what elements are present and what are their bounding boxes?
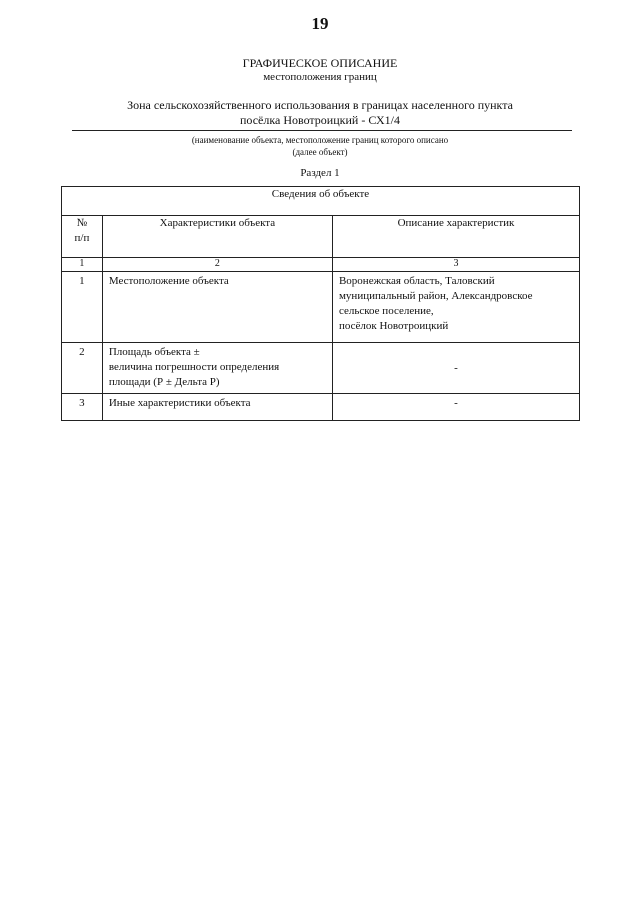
table-row	[62, 394, 580, 421]
caption-line-2: (далее объект)	[292, 147, 348, 157]
description-line: Воронежская область, Таловский	[338, 275, 495, 287]
row-number: 2	[79, 346, 85, 358]
row-description: -	[332, 343, 579, 394]
row-characteristic: Местоположение объекта	[108, 275, 229, 287]
description-line: сельское поселение,	[338, 305, 434, 317]
document-title: ГРАФИЧЕСКОЕ ОПИСАНИЕ	[242, 56, 398, 70]
row-description: -	[454, 397, 458, 409]
column-number-1: 1	[62, 258, 103, 272]
column-header-row	[62, 216, 580, 258]
row-number: 1	[79, 275, 85, 287]
object-caption	[60, 134, 580, 158]
caption-line-1: (наименование объекта, местоположение границ которого описано	[191, 135, 449, 145]
table-row	[62, 343, 580, 394]
characteristic-line: площади (Р ± Дельта Р)	[108, 376, 220, 388]
object-name-line-1: Зона сельскохозяйственного использования в границах населенного пункта	[127, 98, 513, 112]
column-header-characteristic: Характеристики объекта	[102, 216, 332, 258]
column-header-description: Описание характеристик	[332, 216, 579, 258]
description-line: посёлок Новотроицкий	[338, 320, 449, 332]
column-header-number-line-1: №	[76, 217, 88, 229]
object-name-line-2: посёлка Новотроицкий - СХ1/4	[239, 113, 401, 127]
section-heading: Раздел 1	[300, 167, 340, 179]
characteristic-line: Площадь объекта ±	[108, 346, 200, 358]
column-header-number	[62, 216, 103, 258]
row-description	[333, 272, 579, 334]
characteristic-line: величина погрешности определения	[108, 361, 280, 373]
document-subtitle: местоположения границ	[263, 71, 377, 83]
object-info-table	[61, 186, 580, 421]
column-header-number-line-2: п/п	[74, 232, 90, 244]
description-line: муниципальный район, Александровское	[338, 290, 533, 302]
row-characteristic	[103, 343, 332, 390]
underline-rule	[72, 130, 572, 131]
row-number: 3	[79, 397, 85, 409]
row-characteristic: Иные характеристики объекта	[108, 397, 251, 409]
column-number-2: 2	[102, 258, 332, 272]
table-row	[62, 272, 580, 343]
column-number-row	[62, 258, 580, 272]
table-header-row	[62, 187, 580, 216]
page-number: 19	[311, 14, 329, 33]
table-header: Сведения об объекте	[62, 187, 580, 216]
column-number-3: 3	[332, 258, 579, 272]
object-name	[60, 98, 580, 128]
